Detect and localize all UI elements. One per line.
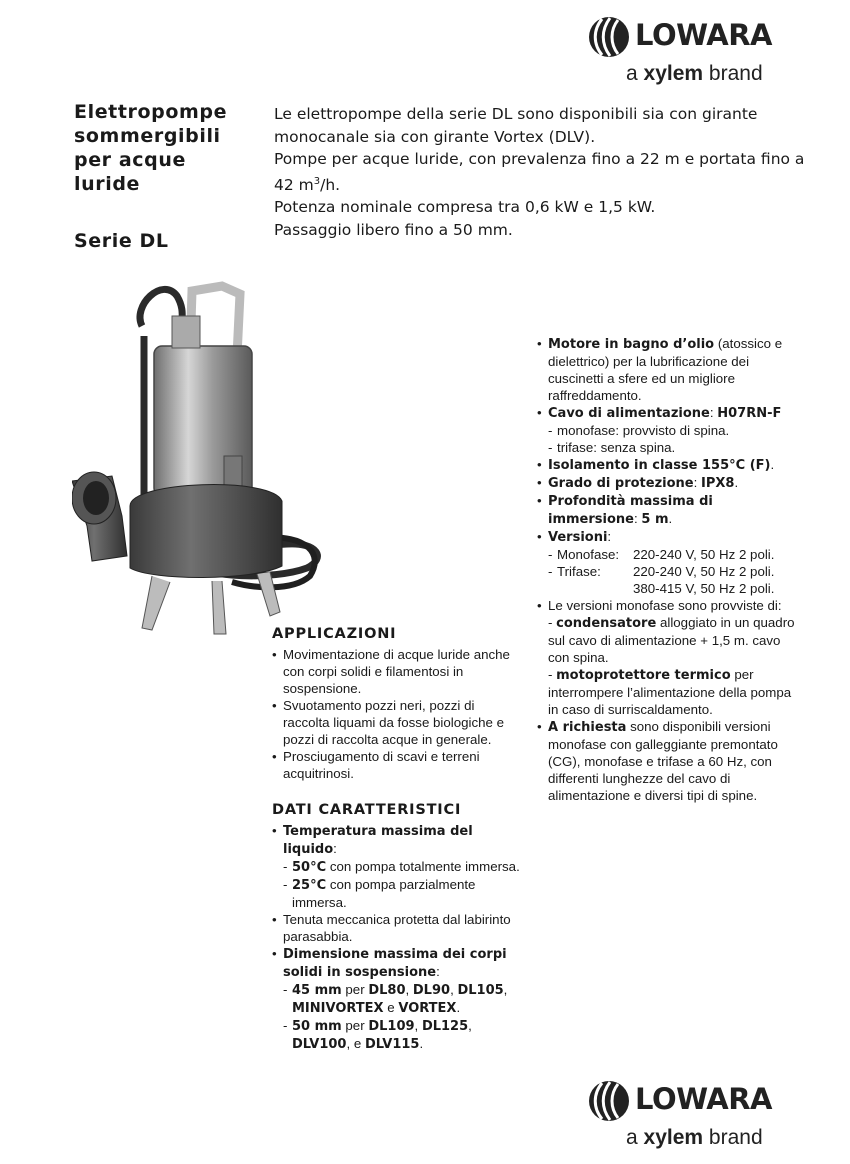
- list-item: • Le versioni monofase sono provviste di: - condensatore alloggiato in un quadro sul cavo di alimentazione + 1,5 m. cavo con spina. - motoprotettore termico per interrompere l’alimentazione della pompa in caso di surriscaldamento.: [537, 597, 797, 718]
- applicazioni-list: [272, 646, 522, 782]
- list-item: • Versioni: - Monofase: 220-240 V, 50 Hz 2 poli. - Trifase: 220-240 V, 50 Hz 2 poli. 380-415 V, 50 Hz 2 poli.: [537, 528, 797, 597]
- dati-heading: DATI CARATTERISTICI: [272, 802, 462, 818]
- logo-wordmark: LOWARA: [635, 1082, 773, 1116]
- list-item: • Profondità massima di immersione: 5 m.: [537, 492, 797, 528]
- intro-text: Le elettropompe della serie DL sono disponibili sia con girante monocanale sia con girante Vortex (DLV). Pompe per acque luride, con prevalenza fino a 22 m e portata fino a 42 $m^3/h$. Potenza nominale compresa tra 0,6 kW e 1,5 kW. Passaggio libero fino a 50 mm.: [274, 105, 805, 239]
- lowara-logo-top: [588, 14, 778, 94]
- list-item: • Motore in bagno d’olio (atossico e dielettrico) per la lubrificazione dei cuscinetti a sfere ed un migliore raffreddamento.: [537, 335, 797, 404]
- list-item: • Tenuta meccanica protetta dal labirinto parasabbia.: [272, 911, 522, 945]
- lowara-logo-bottom: [588, 1078, 778, 1158]
- logo-tagline: a xylem brand: [626, 1126, 763, 1149]
- list-item: • Dimensione massima dei corpi solidi in sospensione: - 45 mm per DL80, DL90, DL105, MINIVORTEX e VORTEX. - 50 mm per DL109, DL125, DLV100, e DLV115.: [272, 945, 522, 1053]
- logo-tagline: a xylem brand: [626, 62, 763, 85]
- applicazioni-heading: APPLICAZIONI: [272, 626, 397, 642]
- page-title: Elettropompe sommergibili per acque luride: [74, 101, 228, 195]
- list-item: • Cavo di alimentazione: H07RN-F - monofase: provvisto di spina. - trifase: senza spina.: [537, 404, 797, 456]
- list-item: • Svuotamento pozzi neri, pozzi di raccolta liquami da fosse biologiche e pozzi di raccolta acque in generale.: [272, 697, 522, 748]
- features-list: [537, 335, 797, 804]
- pump-image: [72, 276, 332, 636]
- list-item: • Movimentazione di acque luride anche con corpi solidi e filamentosi in sospensione.: [272, 646, 522, 697]
- list-item: • Grado di protezione: IPX8.: [537, 474, 797, 492]
- logo-wordmark: LOWARA: [635, 18, 773, 52]
- dati-list: [272, 822, 522, 1053]
- left-column: [272, 626, 522, 1053]
- list-item: • A richiesta sono disponibili versioni monofase con galleggiante premontato (CG), monofase e trifase a 60 Hz, con differenti lunghezze del cavo di alimentazione e diversi tipi di spine.: [537, 718, 797, 804]
- lowara-globe-icon: [588, 1080, 630, 1122]
- list-item: • Temperatura massima del liquido: - 50°C con pompa totalmente immersa. - 25°C con pompa parzialmente immersa.: [272, 822, 522, 911]
- right-column: [537, 335, 797, 804]
- list-item: • Isolamento in classe 155°C (F).: [537, 456, 797, 474]
- list-item: • Prosciugamento di scavi e terreni acquitrinosi.: [272, 748, 522, 782]
- lowara-globe-icon: [588, 16, 630, 58]
- series-title: Serie DL: [74, 230, 169, 252]
